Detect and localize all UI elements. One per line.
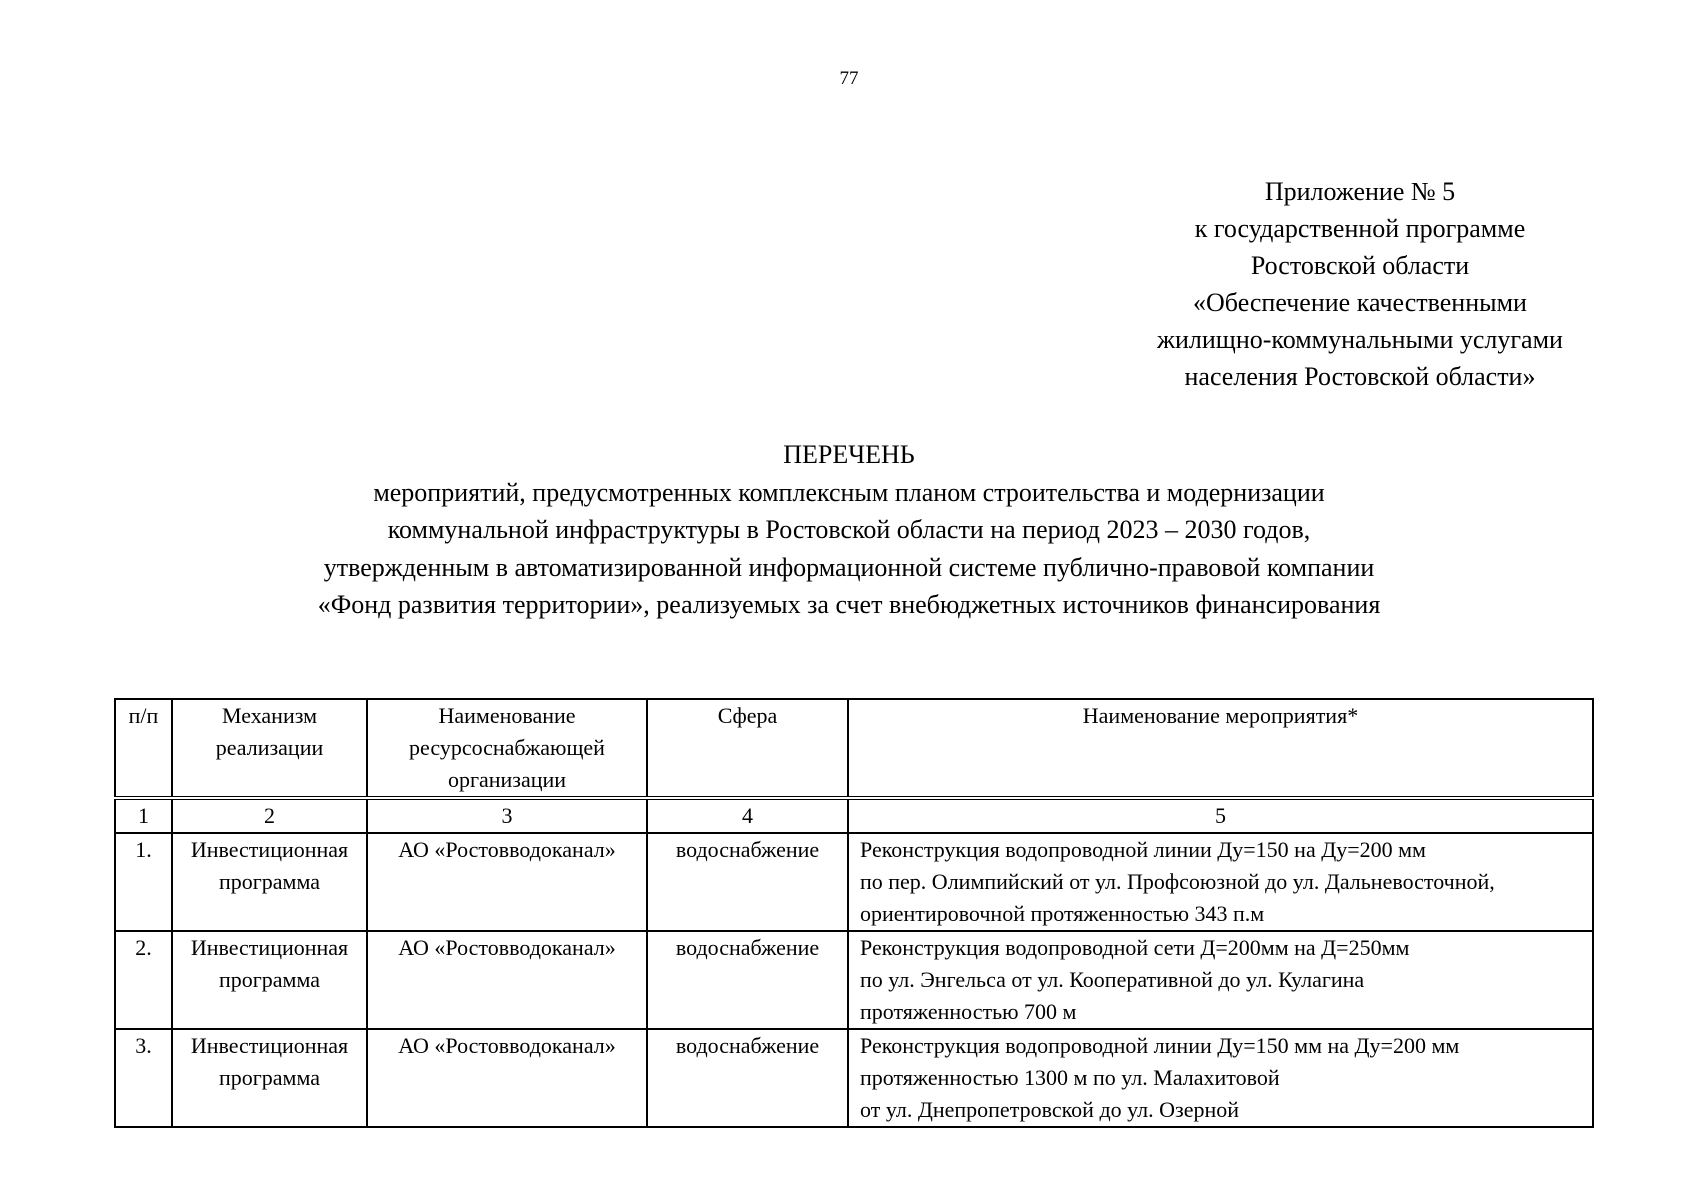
description-line: от ул. Днепропетровской до ул. Озерной <box>860 1097 1240 1122</box>
description-line: протяженностью 700 м <box>860 999 1077 1024</box>
column-number: 2 <box>172 798 367 833</box>
column-number: 5 <box>848 798 1593 833</box>
row-organization: АО «Ростовводоканал» <box>367 931 647 1029</box>
row-sphere: водоснабжение <box>647 833 848 931</box>
row-mechanism: Инвестиционная программа <box>172 1029 367 1127</box>
title-line: утвержденным в автоматизированной информационной системе публично-правовой компании <box>323 552 1375 582</box>
row-num: 2. <box>115 931 172 1029</box>
measures-table <box>114 698 1594 1128</box>
table-header-row <box>115 699 1593 798</box>
row-mechanism: Инвестиционная программа <box>172 833 367 931</box>
appendix-line: Ростовской области <box>1250 251 1470 280</box>
row-description <box>848 1029 1593 1127</box>
description-line: Реконструкция водопроводной линии Ду=150 на Ду=200 мм <box>860 837 1426 862</box>
document-title <box>0 436 1698 624</box>
title-heading: ПЕРЕЧЕНЬ <box>783 440 915 469</box>
table-row <box>115 1029 1593 1127</box>
column-number: 1 <box>115 798 172 833</box>
description-line: Реконструкция водопроводной сети Д=200мм на Д=250мм <box>860 935 1410 960</box>
header-organization: Наименование ресурсоснабжающей организации <box>367 699 647 798</box>
header-num: п/п <box>115 699 172 798</box>
description-line: по пер. Олимпийский от ул. Профсоюзной до ул. Дальневосточной, <box>860 869 1495 894</box>
appendix-line: «Обеспечение качественными <box>1193 288 1527 317</box>
row-mechanism: Инвестиционная программа <box>172 931 367 1029</box>
header-sphere: Сфера <box>647 699 848 798</box>
appendix-line: Приложение № 5 <box>1264 177 1456 206</box>
description-line: по ул. Энгельса от ул. Кооперативной до ул. Кулагина <box>860 967 1365 992</box>
column-number: 3 <box>367 798 647 833</box>
appendix-block <box>1100 173 1620 395</box>
row-description <box>848 931 1593 1029</box>
row-description <box>848 833 1593 931</box>
title-line: «Фонд развития территории», реализуемых за счет внебюджетных источников финансирования <box>317 590 1381 619</box>
table-row <box>115 931 1593 1029</box>
table-row <box>115 833 1593 931</box>
title-line: коммунальной инфраструктуры в Ростовской области на период 2023 – 2030 годов, <box>387 515 1311 544</box>
row-num: 1. <box>115 833 172 931</box>
title-line: мероприятий, предусмотренных комплексным планом строительства и модернизации <box>373 477 1325 507</box>
row-sphere: водоснабжение <box>647 1029 848 1127</box>
description-line: Реконструкция водопроводной линии Ду=150 мм на Ду=200 мм <box>860 1033 1460 1058</box>
appendix-line: к государственной программе <box>1194 214 1526 243</box>
description-line: ориентировочной протяженностью 343 п.м <box>860 901 1265 926</box>
appendix-line: жилищно-коммунальными услугами <box>1157 325 1563 354</box>
row-num: 3. <box>115 1029 172 1127</box>
column-number: 4 <box>647 798 848 833</box>
header-mechanism: Механизм реализации <box>172 699 367 798</box>
row-organization: АО «Ростовводоканал» <box>367 1029 647 1127</box>
appendix-line: населения Ростовской области» <box>1184 362 1536 391</box>
page-number: 77 <box>839 68 859 89</box>
header-description: Наименование мероприятия* <box>848 699 1593 798</box>
description-line: протяженностью 1300 м по ул. Малахитовой <box>860 1065 1280 1090</box>
row-sphere: водоснабжение <box>647 931 848 1029</box>
row-organization: АО «Ростовводоканал» <box>367 833 647 931</box>
column-numbering-row <box>115 798 1593 833</box>
